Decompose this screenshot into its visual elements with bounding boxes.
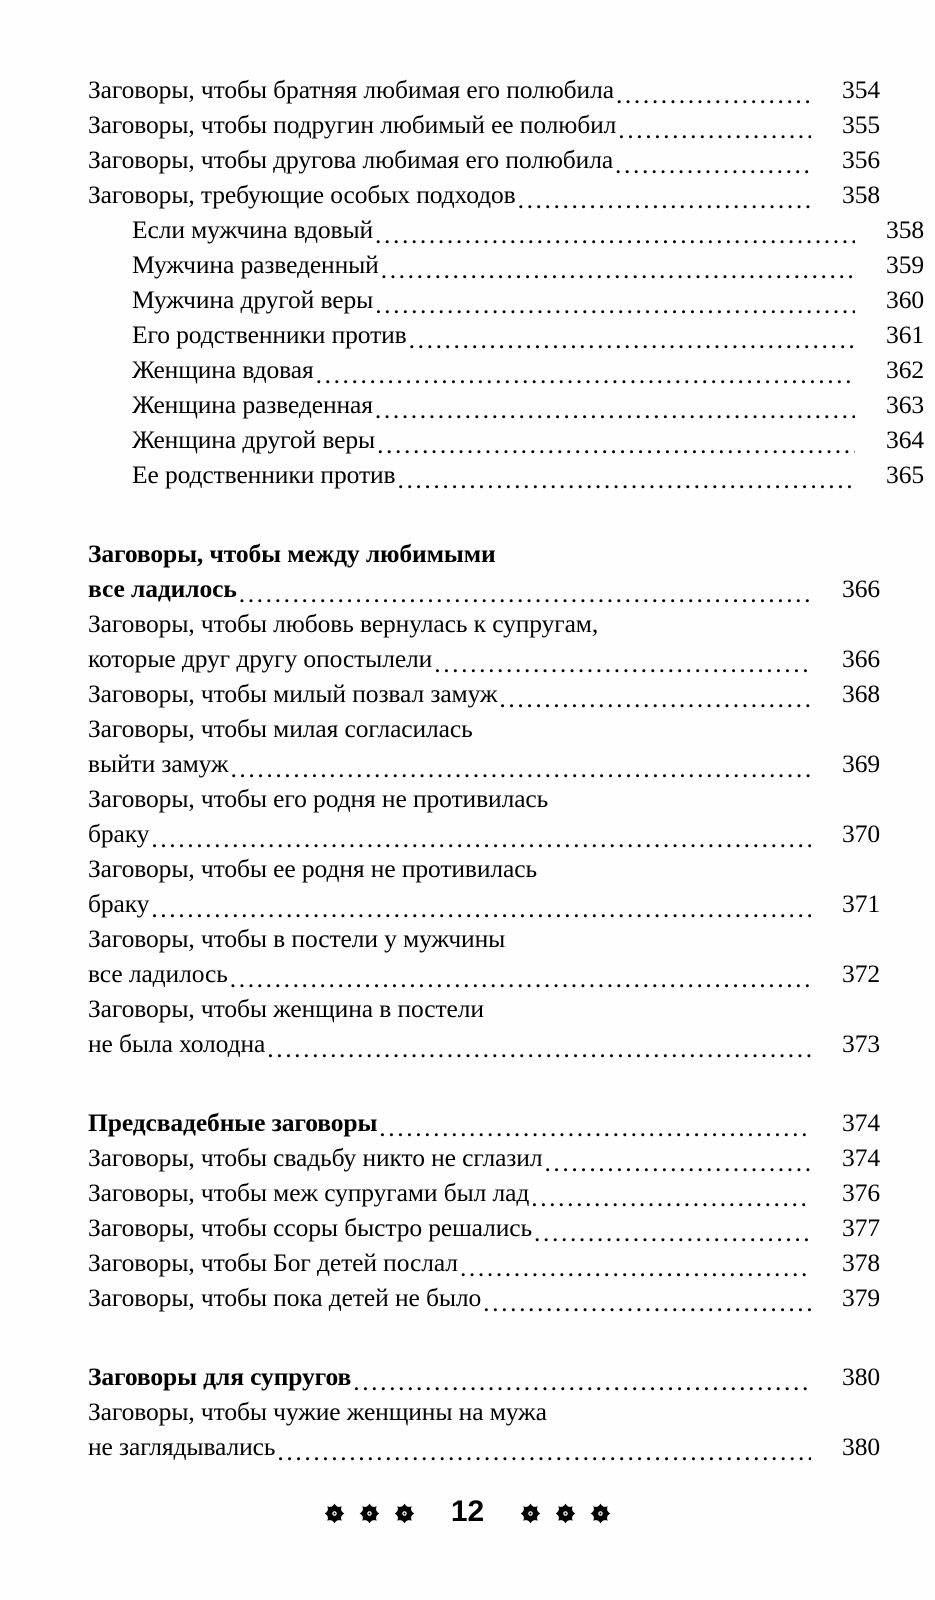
- dot-leader: [531, 1185, 811, 1211]
- toc-entry-line1[interactable]: [88, 606, 880, 641]
- toc-entry-line2[interactable]: [88, 816, 880, 851]
- toc-entry[interactable]: [88, 1140, 880, 1175]
- toc-entry-page: 380: [842, 1362, 880, 1391]
- toc-entry-title: выйти замуж: [88, 749, 229, 778]
- toc-entry[interactable]: [88, 142, 880, 177]
- dot-leader: [434, 651, 811, 677]
- toc-entry-page: 355: [842, 110, 880, 139]
- toc-entry-line2[interactable]: [88, 746, 880, 781]
- toc-entry-line1[interactable]: [88, 921, 880, 956]
- toc-entry-line2[interactable]: [88, 641, 880, 676]
- toc-entry-title: Заговоры, чтобы его родня не противилась: [88, 784, 549, 813]
- dot-leader: [353, 1369, 811, 1395]
- dot-leader: [616, 82, 811, 108]
- toc-entry-page: 380: [842, 1432, 880, 1461]
- toc-entry-title: Заговоры, чтобы любовь вернулась к супругам,: [88, 609, 599, 638]
- four-petal-star-ornament: [590, 1503, 611, 1524]
- toc-entry-page: 366: [842, 574, 880, 603]
- four-petal-star-ornament: [394, 1503, 415, 1524]
- toc-entry-page: 358: [886, 215, 924, 244]
- page-number: 12: [450, 1495, 485, 1528]
- dot-leader: [534, 1220, 811, 1246]
- toc-entry-title: Заговоры, чтобы пока детей не было: [88, 1283, 482, 1312]
- dot-leader: [239, 581, 811, 607]
- toc-entry-page: 371: [842, 889, 880, 918]
- dot-leader: [499, 686, 811, 712]
- section-spacer: [88, 1061, 880, 1105]
- toc-subentry[interactable]: [88, 282, 924, 317]
- toc-subentry[interactable]: [88, 457, 924, 492]
- toc-entry-page: 374: [842, 1108, 880, 1137]
- toc-section-heading-line2[interactable]: [88, 571, 880, 606]
- toc-entry-page: 376: [842, 1178, 880, 1207]
- toc-entry-title: Заговоры, чтобы Бог детей послал: [88, 1248, 458, 1277]
- dot-leader: [615, 152, 811, 178]
- dot-leader: [397, 467, 855, 493]
- toc-entry-page: 369: [842, 749, 880, 778]
- section-spacer: [88, 1315, 880, 1359]
- toc-entry-title: Заговоры, чтобы другова любимая его полюбила: [88, 145, 614, 174]
- toc-section-title: Заговоры для супругов: [88, 1362, 352, 1391]
- toc-entry[interactable]: [88, 1210, 880, 1245]
- toc-entry-title: браку: [88, 889, 150, 918]
- toc-entry-line2[interactable]: [88, 886, 880, 921]
- four-petal-star-ornament: [359, 1503, 380, 1524]
- toc-entry-page: 362: [886, 355, 924, 384]
- toc-entry[interactable]: [88, 676, 880, 711]
- toc-subentry[interactable]: [88, 422, 924, 457]
- toc-entry-title: Женщина другой веры: [132, 425, 376, 454]
- dot-leader: [230, 756, 811, 782]
- toc-entry-page: 360: [886, 285, 924, 314]
- four-petal-star-ornament: [520, 1503, 541, 1524]
- toc-entry-title: Заговоры, чтобы подругин любимый ее полюбил: [88, 110, 617, 139]
- toc-section-heading-line1[interactable]: [88, 536, 880, 571]
- toc-entry-page: 354: [842, 75, 880, 104]
- toc-subentry[interactable]: [88, 352, 924, 387]
- toc-entry-title: не заглядывались: [88, 1432, 276, 1461]
- toc-entry-title: Заговоры, чтобы братняя любимая его полюбила: [88, 75, 614, 104]
- toc-entry-title: Ее родственники против: [132, 460, 396, 489]
- toc-entry-page: 358: [842, 180, 880, 209]
- toc-subentry[interactable]: [88, 212, 924, 247]
- toc-entry-page: 374: [842, 1143, 880, 1172]
- toc-entry-title: Мужчина другой веры: [132, 285, 374, 314]
- toc-entry-title: Заговоры, чтобы ее родня не противилась: [88, 854, 537, 883]
- toc-entry-page: 361: [886, 320, 924, 349]
- toc-entry-line1[interactable]: [88, 991, 880, 1026]
- toc-entry-title: Заговоры, чтобы чужие женщины на мужа: [88, 1397, 547, 1426]
- toc-subentry[interactable]: [88, 317, 924, 352]
- toc-entry-title: Заговоры, чтобы милый позвал замуж: [88, 679, 498, 708]
- toc-entry-title: Заговоры, чтобы женщина в постели: [88, 994, 484, 1023]
- toc-entry-title: Заговоры, требующие особых подходов: [88, 180, 516, 209]
- toc-entry-title: Заговоры, чтобы ссоры быстро решались: [88, 1213, 533, 1242]
- toc-entry-page: 379: [842, 1283, 880, 1312]
- toc-entry-line2[interactable]: [88, 1429, 880, 1464]
- toc-subentry[interactable]: [88, 387, 924, 422]
- dot-leader: [375, 397, 855, 423]
- toc-entry-line2[interactable]: [88, 956, 880, 991]
- toc-entry-page: 356: [842, 145, 880, 174]
- toc-entry-line1[interactable]: [88, 1394, 880, 1429]
- toc-entry-page: 378: [842, 1248, 880, 1277]
- toc-entry-title: Заговоры, чтобы в постели у мужчины: [88, 924, 506, 953]
- toc-entry-title: все ладилось: [88, 959, 228, 988]
- toc-entry-page: 368: [842, 679, 880, 708]
- four-petal-star-ornament: [555, 1503, 576, 1524]
- dot-leader: [277, 1439, 811, 1465]
- toc-entry-line1[interactable]: [88, 781, 880, 816]
- toc-entry-title: браку: [88, 819, 150, 848]
- dot-leader: [377, 432, 855, 458]
- toc-entry[interactable]: [88, 72, 880, 107]
- dot-leader: [230, 966, 811, 992]
- toc-entry-title: Заговоры, чтобы свадьбу никто не сглазил: [88, 1143, 543, 1172]
- dot-leader: [267, 1036, 811, 1062]
- dot-leader: [409, 327, 855, 353]
- dot-leader: [151, 826, 811, 852]
- table-of-contents: [88, 72, 924, 1464]
- page-footer: [0, 1495, 935, 1528]
- dot-leader: [518, 187, 811, 213]
- dot-leader: [544, 1150, 811, 1176]
- dot-leader: [316, 362, 855, 388]
- toc-entry-page: 373: [842, 1029, 880, 1058]
- dot-leader: [379, 1115, 811, 1141]
- dot-leader: [483, 1290, 811, 1316]
- dot-leader: [151, 896, 811, 922]
- toc-entry[interactable]: [88, 107, 880, 142]
- toc-entry-line1[interactable]: [88, 711, 880, 746]
- toc-entry-page: 377: [842, 1213, 880, 1242]
- toc-entry-page: 372: [842, 959, 880, 988]
- toc-entry-page: 364: [886, 425, 924, 454]
- toc-entry[interactable]: [88, 1245, 880, 1280]
- dot-leader: [460, 1255, 811, 1281]
- dot-leader: [375, 222, 855, 248]
- toc-entry-title: Женщина вдовая: [132, 355, 314, 384]
- toc-section-title: Предсвадебные заговоры: [88, 1108, 378, 1137]
- toc-entry[interactable]: [88, 1175, 880, 1210]
- four-petal-star-ornament: [324, 1503, 345, 1524]
- toc-entry-title: которые друг другу опостылели: [88, 644, 433, 673]
- toc-entry-page: 366: [842, 644, 880, 673]
- dot-leader: [375, 292, 855, 318]
- toc-entry[interactable]: [88, 1280, 880, 1315]
- toc-entry-line1[interactable]: [88, 851, 880, 886]
- toc-entry-title: Заговоры, чтобы милая согласилась: [88, 714, 473, 743]
- toc-section-heading[interactable]: [88, 1105, 880, 1140]
- toc-entry-title: Мужчина разведенный: [132, 250, 379, 279]
- toc-entry-page: 363: [886, 390, 924, 419]
- toc-section-title: Заговоры, чтобы между любимыми: [88, 539, 496, 568]
- toc-entry-page: 359: [886, 250, 924, 279]
- toc-entry-page: 370: [842, 819, 880, 848]
- dot-leader: [381, 257, 855, 283]
- toc-subentry[interactable]: [88, 247, 924, 282]
- toc-entry-title: Его родственники против: [132, 320, 407, 349]
- toc-entry-title: не была холодна: [88, 1029, 266, 1058]
- toc-entry-title: Если мужчина вдовый: [132, 215, 374, 244]
- toc-entry-title: Заговоры, чтобы меж супругами был лад: [88, 1178, 530, 1207]
- dot-leader: [618, 117, 811, 143]
- toc-entry[interactable]: [88, 177, 880, 212]
- toc-section-title: все ладилось: [88, 574, 237, 603]
- section-spacer: [88, 492, 880, 536]
- toc-entry-line2[interactable]: [88, 1026, 880, 1061]
- toc-entry-page: 365: [886, 460, 924, 489]
- toc-section-heading[interactable]: [88, 1359, 880, 1394]
- toc-entry-title: Женщина разведенная: [132, 390, 373, 419]
